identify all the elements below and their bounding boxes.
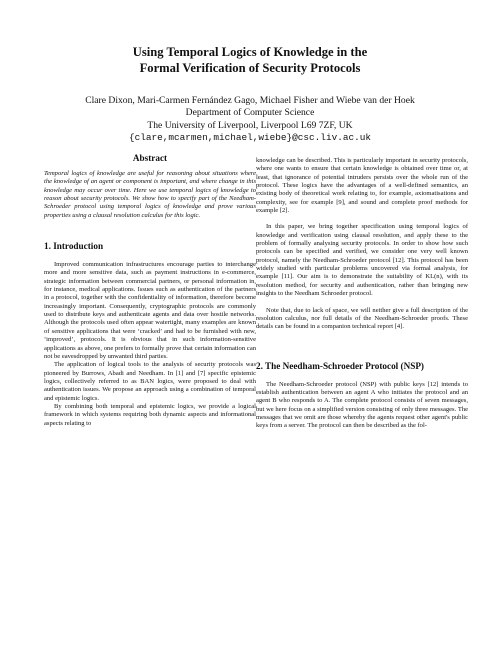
department: Department of Computer Science <box>185 107 315 119</box>
left-column <box>44 152 256 428</box>
abstract-text: Temporal logics of knowledge are useful for reasoning about situations where the knowledge of an agent or component is important, and where change in this knowledge may occur over time. Here we use temporal logics of knowledge to reason about security protocols. We show how to specify part of the Needham-Schroeder protocol using temporal logics of knowledge and prove various properties using a clausal resolution calculus for this logic. <box>44 170 256 219</box>
abstract-heading: Abstract <box>132 153 168 163</box>
title-line-2: Formal Verification of Security Protocols <box>139 61 361 75</box>
right-paragraph-2: In this paper, we bring together specification using temporal logics of knowledge and verification using clausal resolution, and apply these to the problem of formally analysing security protocols. In order to show how such protocols can be specified and verified, we consider one very well known protocol, namely the Needham-Schroeder protocol [12]. This protocol has been widely studied with particular problems uncovered via formal analysis, for example [11]. Our aim is to demonstrate the suitability of KL(n), with its resolution method, for security and authentication, rather than bringing new insights to the Needham Schroeder protocol. <box>256 223 468 298</box>
section-1-heading: 1. Introduction <box>44 241 104 252</box>
section-1-paragraph-1: Improved communication infrastructures encourage parties to interchange more and more sensitive data, such as payment instructions in e-commerce, strategic information between commercial partners, or personal information in, for instance, medical applications. Issues such as authentication of the partners in a protocol, together with the confidentiality of information, therefore become increasingly important. Consequently, cryptographic protocols are commonly used to distribute keys and authenticate agents and data over hostile networks. Although the protocols used often appear watertight, many examples are known of sensitive applications that were ‘cracked’ and had to be furnished with new, ‘improved’, protocols. It is obvious that in such information-sensitive applications as above, one prefers to formally prove that certain information can not be eavesdropped by unwanted third parties. <box>44 261 256 360</box>
title-line-1: Using Temporal Logics of Knowledge in the <box>132 45 368 59</box>
section-1-paragraph-3: By combining both temporal and epistemic logics, we provide a logical framework in which systems requiring both dynamic aspects and informational aspects relating to <box>44 402 256 427</box>
paper-title <box>0 44 500 76</box>
section-1-paragraph-2: The application of logical tools to the analysis of security protocols was pioneered by Burrows, Abadi and Needham. In [1] and [7] specific epistemic logics, collectively referred to as BAN logics, were proposed to deal with authentication issues. We propose an approach using a combination of temporal and epistemic logics. <box>44 361 256 402</box>
author-email: {clare,mcarmen,michael,wiebe}@csc.liv.ac.uk <box>129 132 371 144</box>
section-2-heading: 2. The Needham-Schroeder Protocol (NSP) <box>256 360 424 371</box>
university: The University of Liverpool, Liverpool L69 7ZF, UK <box>147 119 353 131</box>
author-names: Clare Dixon, Mari-Carmen Fernández Gago, Michael Fisher and Wiebe van der Hoek <box>85 95 415 106</box>
right-paragraph-1: knowledge can be described. This is particularly important in security protocols, where one wants to ensure that certain knowledge is obtained over time or, at least, that ignorance of potential intruders persists over the whole run of the protocol. These logics have the advantages of a well-defined semantics, an existing body of theoretical work relating to, for example, axiomatisations and complexity, see for example [9], and sound and complete proof methods for example [2]. <box>256 157 468 215</box>
section-2-paragraph-1: The Needham-Schroeder protocol (NSP) with public keys [12] intends to establish authentication between an agent A who initiates the protocol and an agent B who responds to A. The complete protocol consists of seven messages, but we here focus on a simplified version consisting of only three messages. The messages that we omit are those whereby the agents request other agent's public keys from a server. The protocol can then be described as the fol- <box>256 380 468 430</box>
right-paragraph-3: Note that, due to lack of space, we will neither give a full description of the resolution calculus, nor full details of the Needham-Schroeder proofs. These details can be found in a companion technical report [4]. <box>256 306 468 331</box>
right-column <box>256 157 468 431</box>
author-block <box>0 95 500 145</box>
